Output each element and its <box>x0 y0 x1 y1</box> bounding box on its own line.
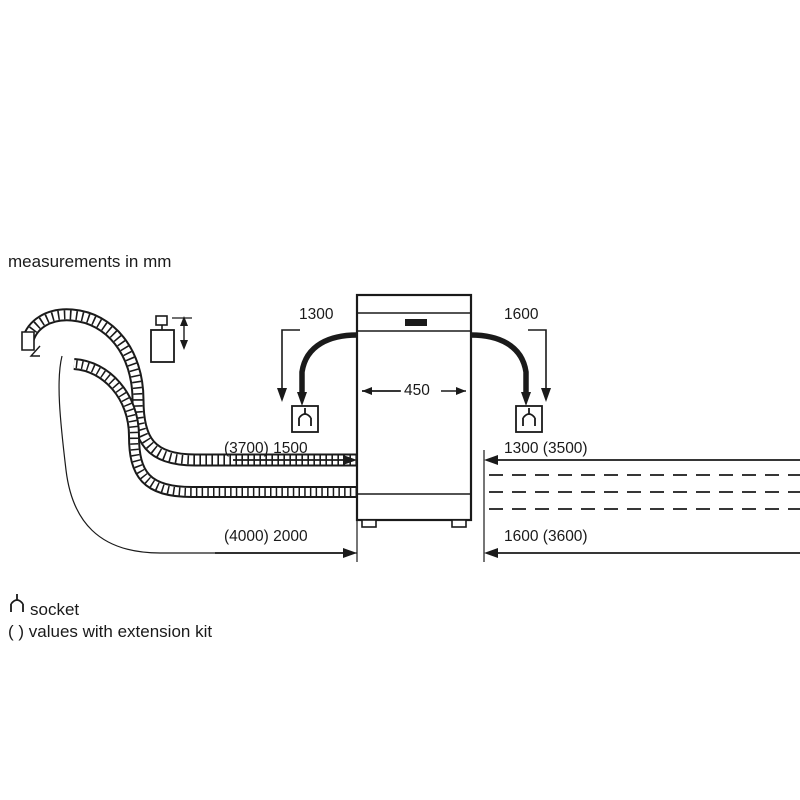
control-display <box>405 319 427 326</box>
water-inlet-hose-left <box>22 315 357 460</box>
legend-extension-label: ( ) values with extension kit <box>8 622 213 641</box>
dimension-label-width: 450 <box>404 382 430 399</box>
power-cable-left <box>277 330 357 406</box>
dimension-label-cable-left: 1300 <box>299 306 334 323</box>
units-label: measurements in mm <box>8 252 172 271</box>
legend-socket-icon <box>11 594 23 612</box>
dimension-label-drain-hose-right: 1600 (3600) <box>504 528 588 545</box>
appliance-body <box>357 295 471 527</box>
dimension-label-inlet-hose-left: (3700) 1500 <box>224 440 308 457</box>
dimension-label-inlet-hose-right: 1300 (3500) <box>504 440 588 457</box>
aquastop-valve <box>151 330 174 362</box>
power-cable-right <box>471 330 551 406</box>
legend-socket-label: socket <box>30 600 80 619</box>
socket-icon-left <box>292 406 318 432</box>
dimension-label-cable-right: 1600 <box>504 306 539 323</box>
right-extent-upper <box>484 455 800 509</box>
right-extent-lower <box>484 548 800 558</box>
dimension-label-drain-hose-left: (4000) 2000 <box>224 528 308 545</box>
socket-icon-right <box>516 406 542 432</box>
